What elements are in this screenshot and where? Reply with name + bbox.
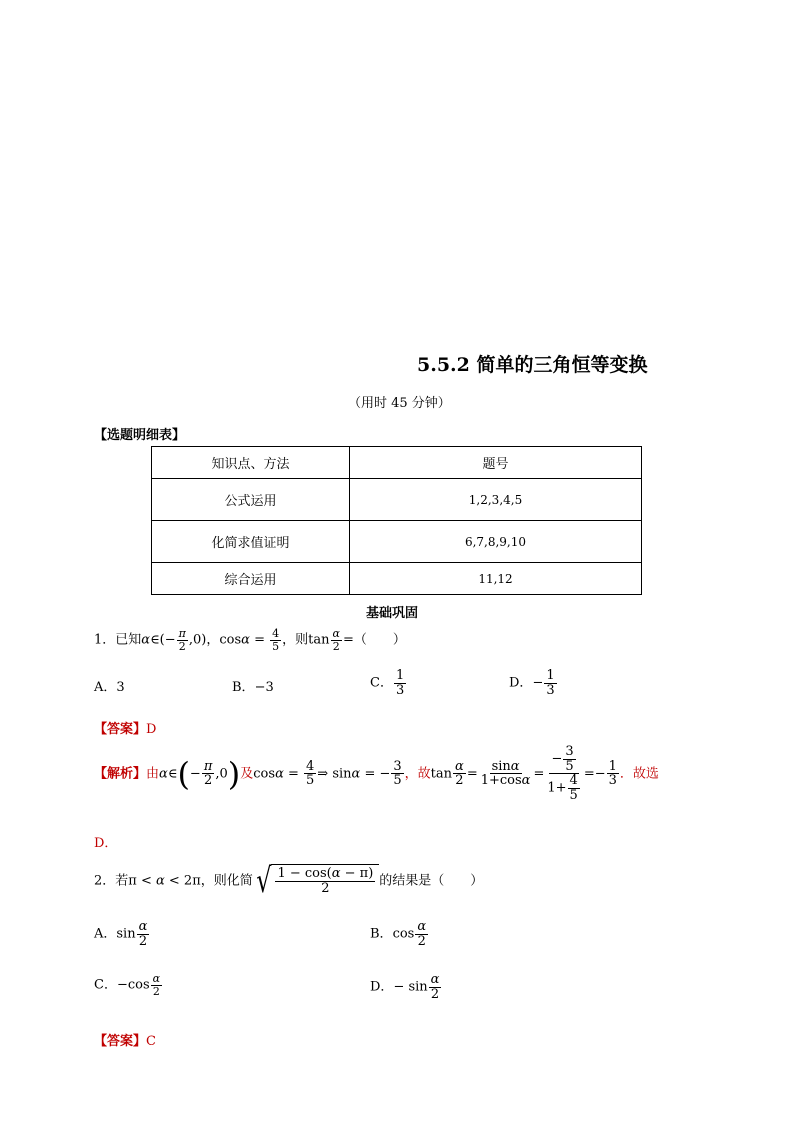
analysis-1-tail: D． [94, 836, 118, 851]
option-value: −3 [254, 680, 274, 695]
option-label: C． [370, 675, 393, 691]
question-text: ，则化简 [200, 873, 253, 889]
math-fraction: $\frac{\alpha}{2}$ [138, 919, 148, 949]
math-fraction: − $\frac{3}{5}$ 1+ $\frac{4}{5}$ [547, 744, 578, 803]
option-label: D． [370, 979, 394, 995]
answer-2 [94, 1030, 156, 1049]
option-c [94, 973, 163, 997]
question-1: 1．已知α∈(− $\frac{\pi}{2}$ ,0)，cosα = $\frac{4}{5}$ ，则tan $\frac{\alpha}{2}$ =（ ） [94, 627, 406, 653]
option-value: −cos [116, 977, 150, 993]
option-label: D． [509, 675, 533, 691]
analysis-text: ，故 [404, 766, 431, 782]
analysis-label: 【解析】 [94, 766, 147, 782]
option-label: B． [232, 680, 255, 695]
math-fraction: $\frac{\alpha}{2}$ [417, 919, 427, 949]
analysis-text: ．故选 [619, 766, 659, 782]
answer-value: D [146, 722, 157, 737]
math-sqrt: √ $\frac{1 - \cos(\alpha - \pi)}{2}$ [253, 864, 380, 898]
math-fraction: $\frac{1}{3}$ [546, 668, 555, 698]
question-text: ，则 [282, 632, 309, 648]
option-c [370, 669, 407, 697]
math-fraction: $\frac{1}{3}$ [608, 758, 617, 789]
option-value: cos [392, 926, 415, 942]
table-cell: 11,12 [350, 563, 642, 595]
question-paren: =（ ） [342, 632, 406, 648]
option-label: A． [94, 926, 117, 942]
option-a [94, 920, 150, 948]
math-fraction: $\frac{\pi}{2}$ [178, 627, 186, 653]
question-number: 1．已知 [94, 632, 142, 648]
option-sign: − [532, 675, 544, 691]
math-fraction: $\frac{\alpha}{2}$ [152, 972, 161, 998]
math-fraction: $\frac{\alpha}{2}$ [430, 972, 440, 1002]
table-row [152, 563, 642, 595]
table-cell: 6,7,8,9,10 [350, 521, 642, 563]
option-label: B． [370, 926, 393, 942]
math-fraction: $\frac{\alpha}{2}$ [455, 758, 464, 789]
math-fraction: $\frac{4}{5}$ [306, 758, 315, 789]
option-a [94, 676, 125, 695]
answer-label: 【答案】 [94, 1034, 147, 1049]
option-d [370, 973, 442, 1001]
page-title: 5.5.2 简单的三角恒等变换 [417, 354, 648, 376]
math-alpha: α [141, 632, 151, 648]
option-value: 3 [116, 680, 125, 695]
table-cell: 综合运用 [152, 563, 350, 595]
question-2: 2．若π < α < 2π，则化简 √ $\frac{1 - \cos(\alpha - \pi)}{2}$ 的结果是（ ） [94, 861, 484, 901]
math-fraction: $\frac{1}{3}$ [395, 668, 405, 698]
option-value: − sin [393, 979, 428, 995]
separator: ， [206, 632, 220, 648]
math-fraction: $\frac{\sin\alpha}{1+\cos\alpha}$ [480, 758, 531, 789]
option-value: sin [116, 926, 136, 942]
math-fraction: $\frac{\alpha}{2}$ [332, 627, 340, 653]
option-b [232, 676, 274, 695]
option-b [370, 920, 429, 948]
table-header-cell: 题号 [350, 447, 642, 479]
section-heading: 基础巩固 [366, 606, 419, 621]
time-limit: （用时 45 分钟） [348, 396, 451, 411]
table-cell: 公式运用 [152, 479, 350, 521]
table-row [152, 479, 642, 521]
analysis-text: 由 [146, 766, 160, 782]
analysis-1: 【解析】由α∈(− $\frac{\pi}{2}$ ,0)及cosα = $\frac{4}{5}$ ⇒ sinα = − $\frac{3}{5}$ ，故tan $\frac{\alpha}{2}$ = $\frac{\sin\alpha}{1+\cos\alpha}$ = − $\frac{3}{5}$ 1+ $\frac{4}{5}$ =− $\frac{1}{3}$ ．故选 [94, 744, 659, 803]
option-d [509, 669, 558, 697]
math-fraction: $\frac{\pi}{2}$ [203, 758, 213, 789]
question-text: 的结果是（ ） [379, 873, 484, 889]
option-label: C． [94, 977, 117, 993]
question-number: 2．若 [94, 873, 129, 889]
answer-1 [94, 718, 156, 737]
answer-label: 【答案】 [94, 722, 147, 737]
table-cell: 化简求值证明 [152, 521, 350, 563]
table-cell: 1,2,3,4,5 [350, 479, 642, 521]
table-row [152, 521, 642, 563]
math-fraction: $\frac{4}{5}$ [272, 627, 280, 653]
table-header-row [152, 447, 642, 479]
topic-table [151, 446, 642, 595]
answer-value: C [146, 1034, 156, 1049]
math-fraction: $\frac{3}{5}$ [393, 758, 402, 789]
section-label: 【选题明细表】 [94, 428, 186, 443]
table-header-cell: 知识点、方法 [152, 447, 350, 479]
analysis-text: 及 [240, 766, 254, 782]
option-label: A． [94, 680, 117, 695]
